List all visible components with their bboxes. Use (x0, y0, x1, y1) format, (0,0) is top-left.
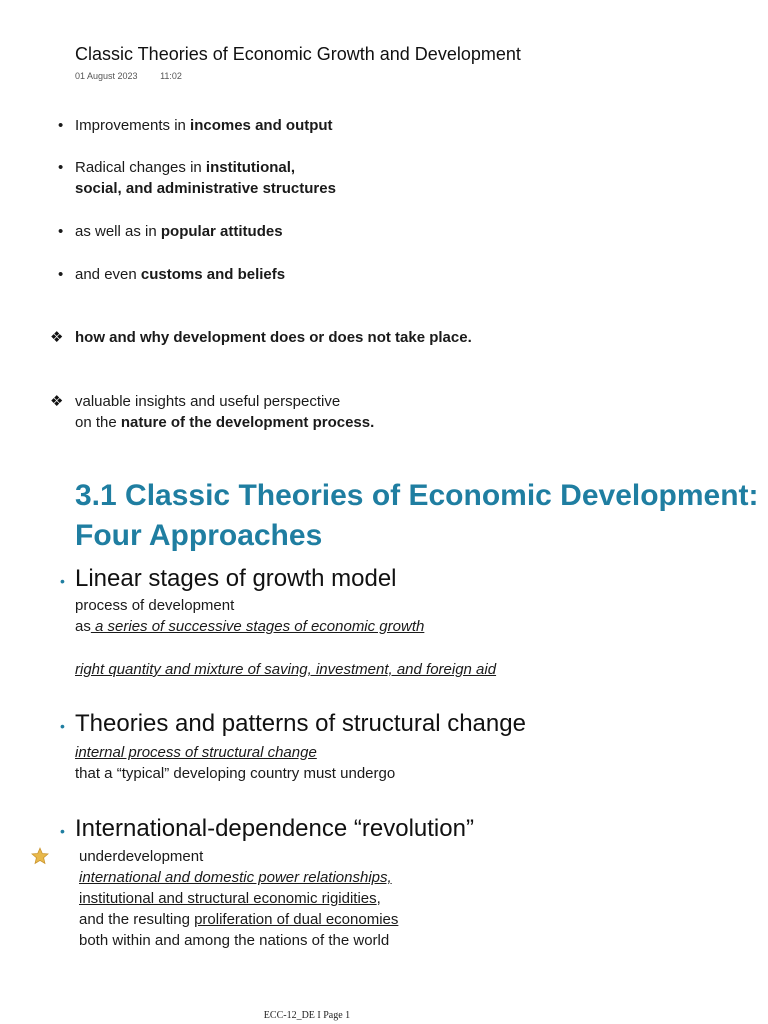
bullet-dot: • (58, 117, 64, 134)
bullet-dot: • (60, 823, 65, 839)
bullet-dot: • (58, 159, 64, 176)
list-item-bold: nature of the development process. (120, 414, 375, 431)
body-text-underline: institutional and structural economic rigidities (79, 890, 377, 907)
body-text-emphasis: internal process of structural change (75, 744, 317, 761)
list-item-bold: customs and beliefs (140, 266, 286, 283)
approach-title: International-dependence “revolution” (75, 815, 474, 842)
bullet-dot: • (58, 223, 64, 240)
body-text: and the resulting (79, 911, 195, 928)
page-meta (75, 71, 182, 81)
list-item-bold: how and why development does or does not take place. (75, 329, 472, 346)
page-title: Classic Theories of Economic Growth and Development (75, 44, 521, 64)
list-item-text: as well as in (75, 223, 161, 240)
body-text: both within and among the nations of the world (79, 932, 390, 949)
page-footer: ECC-12_DE I Page 1 (263, 1010, 351, 1021)
body-text: underdevelopment (79, 848, 204, 865)
diamond-bullet-icon: ❖ (50, 329, 64, 346)
bullet-dot: • (58, 266, 64, 283)
body-text: , (376, 890, 381, 907)
list-item (75, 157, 336, 199)
list-item (75, 327, 472, 348)
body-text: that a “typical” developing country must undergo (75, 765, 396, 782)
body-text-underline: proliferation of dual economies (194, 911, 399, 928)
approach-body (75, 742, 395, 784)
list-item (75, 221, 283, 242)
body-text-emphasis: international and domestic power relationships, (79, 869, 392, 886)
approach-title: Theories and patterns of structural change (75, 710, 526, 737)
star-icon (31, 847, 49, 865)
approach-title: Linear stages of growth model (75, 565, 397, 592)
approach-body (75, 659, 496, 680)
list-item-text: and even (75, 266, 141, 283)
page-date: 01 August 2023 (75, 71, 138, 81)
diamond-bullet-icon: ❖ (50, 393, 64, 410)
list-item (75, 264, 285, 285)
body-text: as (75, 618, 91, 635)
page-time: 11:02 (160, 71, 182, 81)
list-item (75, 391, 374, 433)
section-heading-line: 3.1 Classic Theories of Economic Development: (75, 479, 759, 512)
list-item-text: valuable insights and useful perspective (75, 393, 341, 410)
list-item-text: on the (75, 414, 121, 431)
section-heading-line: Four Approaches (75, 519, 323, 552)
body-text-emphasis: a series of successive stages of economic growth (90, 618, 425, 635)
body-text: process of development (75, 597, 235, 614)
body-text-emphasis: right quantity and mixture of saving, investment, and foreign aid (75, 661, 497, 678)
approach-body (79, 846, 398, 951)
list-item-bold: incomes and output (190, 117, 333, 134)
list-item-text: Improvements in (75, 117, 191, 134)
section-heading (75, 476, 759, 556)
bullet-dot: • (60, 718, 65, 734)
list-item (75, 115, 333, 136)
list-item-text: Radical changes in (75, 159, 206, 176)
list-item-bold: social, and administrative structures (75, 180, 336, 197)
approach-body (75, 595, 424, 637)
list-item-bold: popular attitudes (160, 223, 283, 240)
bullet-dot: • (60, 573, 65, 589)
list-item-bold: institutional, (205, 159, 296, 176)
